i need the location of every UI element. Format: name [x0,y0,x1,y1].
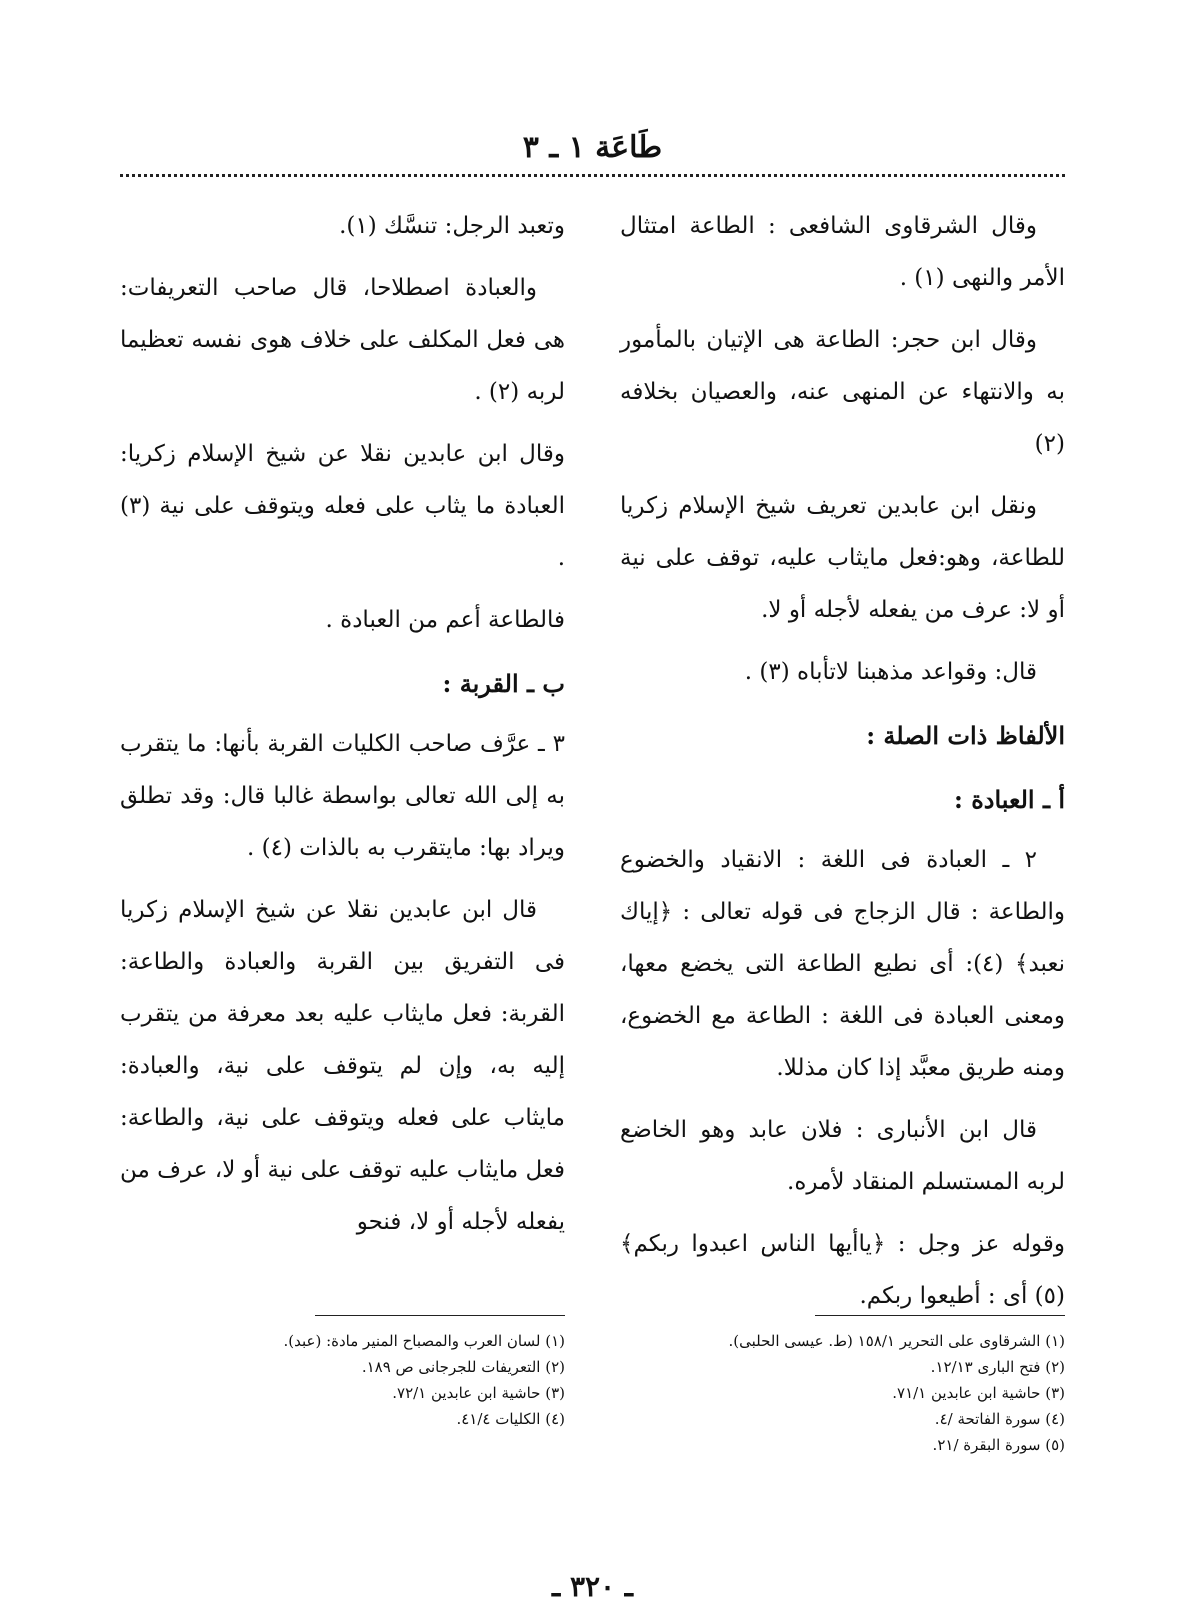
footnote: (١) لسان العرب والمصباح المنير مادة: (عبد). [283,1332,565,1350]
paragraph: وقوله عز وجل : ﴿ياأيها الناس اعبدوا ربكم﴾ (٥) أى : أطيعوا ربكم. [620,1231,1065,1309]
paragraph: وقال ابن حجر: الطاعة هى الإتيان بالمأمور به والانتهاء عن المنهى عنه، والعصيان بخلافه (٢) [620,327,1065,457]
paragraph: ٣ ـ عرَّف صاحب الكليات القربة بأنها: ما يتقرب به إلى الله تعالى بواسطة غالبا قال: وقد تطلق ويراد بها: مايتقرب به بالذات (٤) . [120,731,565,861]
paragraph: وتعبد الرجل: تنسَّك (١). [339,213,565,239]
paragraph: ونقل ابن عابدين تعريف شيخ الإسلام زكريا للطاعة، وهو:فعل مايثاب عليه، توقف على نية أو لا: عرف من يفعله لأجله أو لا. [620,493,1065,623]
footnote-rule [315,1315,565,1316]
left-column [120,200,565,1258]
paragraph: وقال الشرقاوى الشافعى : الطاعة امتثال الأمر والنهى (١) . [620,213,1065,291]
subsection-heading: أ ـ العبادة : [954,785,1065,814]
paragraph: وقال ابن عابدين نقلا عن شيخ الإسلام زكريا: العبادة ما يثاب على فعله ويتوقف على نية (٣) . [120,441,565,571]
right-column [620,200,1065,1332]
footnote: (٥) سورة البقرة /٢١. [932,1436,1065,1454]
paragraph: قال ابن الأنبارى : فلان عابد وهو الخاضع لربه المستسلم المنقاد لأمره. [620,1117,1065,1195]
footnote: (١) الشرقاوى على التحرير ١٥٨/١ (ط. عيسى الحلبى). [728,1332,1065,1350]
footnote: (٢) التعريفات للجرجانى ص ١٨٩. [361,1358,565,1376]
section-heading: الألفاظ ذات الصلة : [866,721,1065,750]
paragraph: فالطاعة أعم من العبادة . [325,607,565,633]
running-head-title: طَاعَة ١ ـ ٣ [522,130,663,165]
footnote: (٢) فتح البارى ١٢/١٣. [930,1358,1065,1376]
footnote: (٤) سورة الفاتحة /٤. [934,1410,1065,1428]
footnote: (٤) الكليات ٤١/٤. [456,1410,565,1428]
subsection-heading: ب ـ القربة : [442,669,565,698]
paragraph: قال ابن عابدين نقلا عن شيخ الإسلام زكريا فى التفريق بين القربة والعبادة والطاعة: القربة: فعل مايثاب عليه بعد معرفة من يتقرب إليه به، وإن لم يتوقف على نية، والعبادة: مايثاب على فعله ويتوقف على نية، والطاعة: فعل مايثاب عليه توقف على نية أو لا، عرف من يفعله لأجله أو لا، فنحو [120,897,565,1235]
paragraph: قال: وقواعد مذهبنا لاتأباه (٣) . [744,659,1037,685]
header-dotted-rule [120,174,1065,177]
page-number: ـ ٣٢٠ ـ [551,1570,634,1603]
paragraph: ٢ ـ العبادة فى اللغة : الانقياد والخضوع والطاعة : قال الزجاج فى قوله تعالى : ﴿إياك نعبد﴾ (٤): أى نطيع الطاعة التى يخضع معها، ومعنى العبادة فى اللغة : الطاعة مع الخضوع، ومنه طريق معبَّد إذا كان مذللا. [620,847,1065,1081]
footnotes-right [620,1315,1065,1458]
footnote: (٣) حاشية ابن عابدين ٧١/١. [892,1384,1065,1402]
footnote: (٣) حاشية ابن عابدين ٧٢/١. [392,1384,565,1402]
footnote-rule [815,1315,1065,1316]
paragraph: والعبادة اصطلاحا، قال صاحب التعريفات: هى فعل المكلف على خلاف هوى نفسه تعظيما لربه (٢) . [120,275,565,405]
footnotes-left [120,1315,565,1432]
